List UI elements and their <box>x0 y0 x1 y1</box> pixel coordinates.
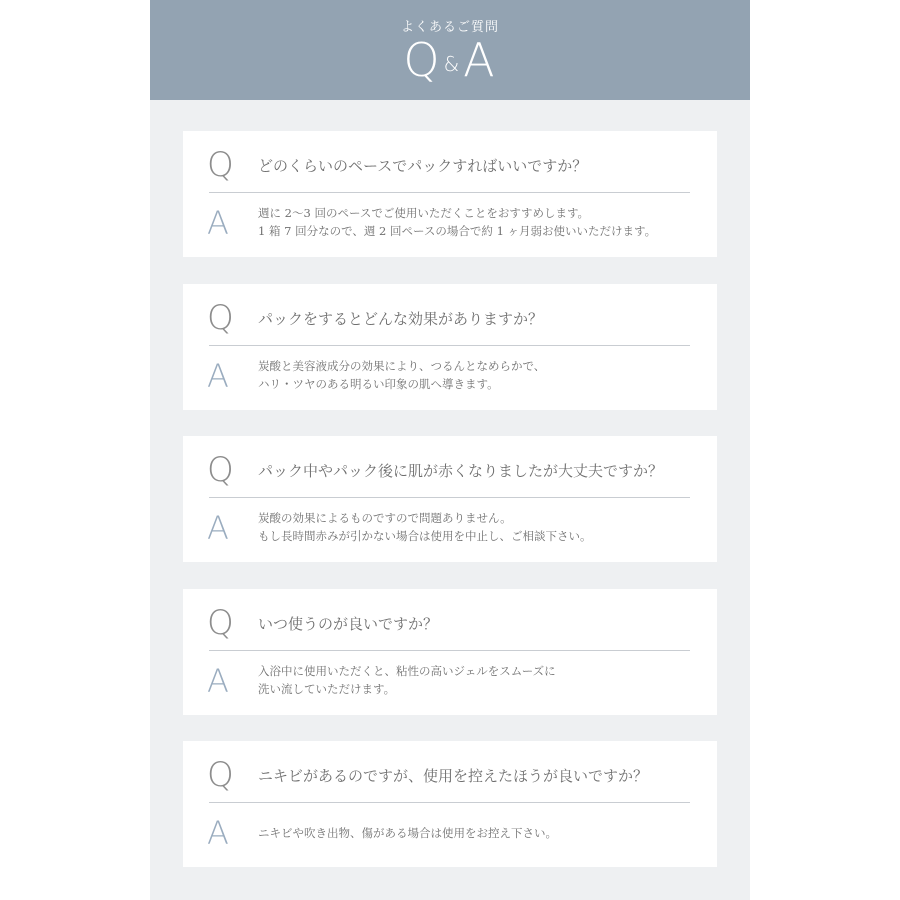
divider <box>209 192 690 193</box>
answer-mark-letter: A <box>207 662 229 700</box>
title-a: A <box>463 33 497 87</box>
answer-text <box>258 824 697 842</box>
question-mark-letter: Q <box>207 450 234 490</box>
answer-text <box>258 357 697 393</box>
question-text: どのくらいのペースでパックすればいいですか？ <box>258 157 588 175</box>
answer-mark-letter: A <box>207 814 229 852</box>
answer-text <box>258 662 697 698</box>
answer-line: 洗い流していただけます。 <box>258 682 396 696</box>
faq-card-5 <box>183 741 717 867</box>
answer-line: 炭酸と美容液成分の効果により、つるんとなめらかで、 <box>258 359 546 373</box>
answer-line: 入浴中に使用いただくと、粘性の高いジェルをスムーズに <box>258 664 556 678</box>
answer-mark-letter: A <box>207 509 229 547</box>
question-text: いつ使うのが良いですか？ <box>258 615 439 633</box>
answer-line: ハリ・ツヤのある明るい印象の肌へ導きます。 <box>258 377 499 391</box>
answer-line: 1 箱 7 回分なので、週 2 回ペースの場合で約 1 ヶ月弱お使いいただけます。 <box>258 224 657 238</box>
answer-line: 週に 2〜3 回のペースでご使用いただくことをおすすめします。 <box>258 206 590 220</box>
answer-line: 炭酸の効果によるものですので問題ありません。 <box>258 511 512 525</box>
title-ampersand: & <box>443 51 462 76</box>
faq-card-2 <box>183 284 717 410</box>
answer-line: もし長時間赤みが引かない場合は使用を中止し、ご相談下さい。 <box>258 529 592 543</box>
question-text: パック中やパック後に肌が赤くなりましたが大丈夫ですか？ <box>258 462 664 480</box>
faq-header <box>150 0 750 100</box>
question-mark-letter: Q <box>207 298 234 338</box>
divider <box>209 650 690 651</box>
faq-card-3 <box>183 436 717 562</box>
question-text: ニキビがあるのですが、使用を控えたほうが良いですか？ <box>258 767 649 785</box>
faq-card-4 <box>183 589 717 715</box>
faq-card-1 <box>183 131 717 257</box>
answer-line: ニキビや吹き出物、傷がある場合は使用をお控え下さい。 <box>258 826 557 840</box>
header-subtitle: よくあるご質問 <box>400 20 499 35</box>
question-mark-letter: Q <box>207 755 234 795</box>
answer-mark-letter: A <box>207 357 229 395</box>
question-text: パックをするとどんな効果がありますか？ <box>258 310 544 328</box>
header-title <box>150 34 750 90</box>
faq-panel <box>150 0 750 900</box>
divider <box>209 345 690 346</box>
divider <box>209 802 690 803</box>
answer-mark-letter: A <box>207 204 229 242</box>
question-mark-letter: Q <box>207 145 234 185</box>
answer-text <box>258 204 697 240</box>
question-mark-letter: Q <box>207 603 234 643</box>
answer-text <box>258 509 697 545</box>
title-q: Q <box>403 33 442 87</box>
divider <box>209 497 690 498</box>
